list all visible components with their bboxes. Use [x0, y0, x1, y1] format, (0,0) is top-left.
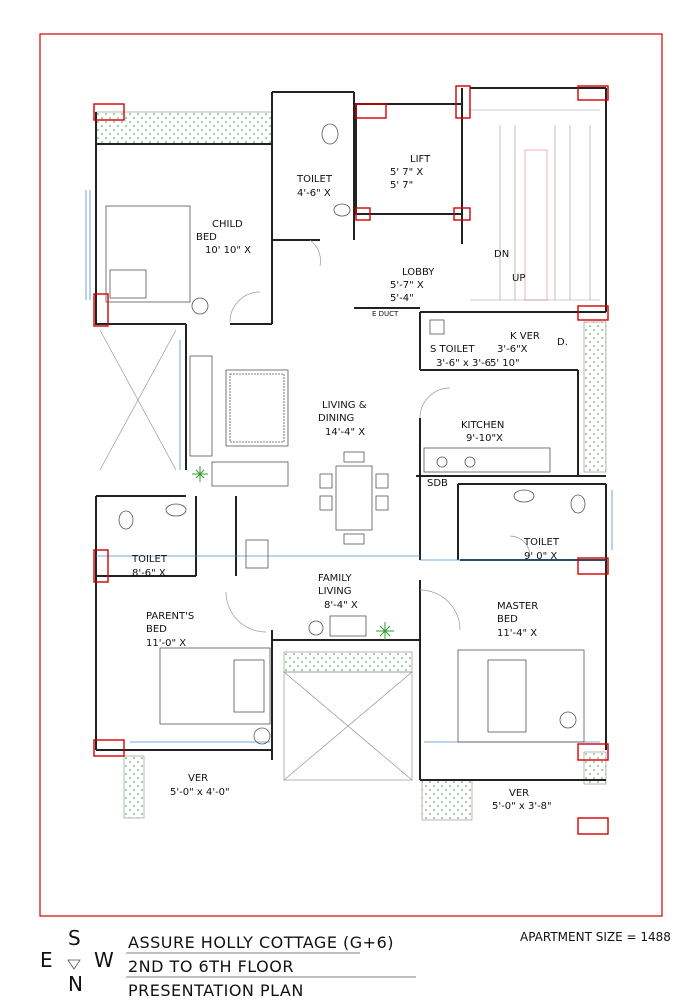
- toilet-top-name: TOILET: [297, 174, 332, 185]
- ver-right-name: VER: [509, 788, 530, 799]
- kitchen-name: KITCHEN: [461, 420, 505, 431]
- toilet-left-name: TOILET: [132, 554, 167, 565]
- plants: [192, 466, 394, 640]
- compass-n: N: [68, 972, 83, 996]
- toilet-right-name: TOILET: [524, 537, 559, 548]
- k-ver-name: K VER: [510, 331, 540, 342]
- ver-left-name: VER: [188, 773, 209, 784]
- lobby-size1: 5'-7" X: [390, 280, 424, 291]
- staircase: [470, 110, 600, 300]
- child-bed-furniture: [106, 206, 190, 302]
- lobby-size2: 5'-4": [390, 293, 414, 304]
- lobby-name: LOBBY: [402, 267, 435, 278]
- e-duct-label: E DUCT: [372, 310, 399, 318]
- master-bed-size: 11'-4" X: [497, 628, 538, 639]
- project-title: ASSURE HOLLY COTTAGE (G+6): [128, 933, 394, 952]
- parent-bed-name: PARENT'S: [146, 611, 195, 622]
- sdb-label: SDB: [427, 478, 448, 489]
- living-name: LIVING &: [322, 400, 367, 411]
- family-name2: LIVING: [318, 586, 352, 597]
- kitchen-size: 9'-10"X: [466, 433, 503, 444]
- compass-s: S: [68, 926, 81, 950]
- plan-title: PRESENTATION PLAN: [128, 981, 304, 1000]
- toilet-left-size: 8'-6" X: [132, 568, 166, 579]
- child-bed-name2: BED: [196, 232, 217, 243]
- family-name: FAMILY: [318, 573, 352, 584]
- living-name2: DINING: [318, 413, 355, 424]
- compass-w: W: [94, 948, 114, 972]
- master-bed-furniture: [458, 650, 584, 742]
- k-ver-size1: 3'-6"X: [497, 344, 528, 355]
- parent-bed-size: 11'-0" X: [146, 638, 187, 649]
- dining-table: [336, 466, 372, 530]
- apartment-size: APARTMENT SIZE = 1488: [520, 930, 671, 944]
- floor-title: 2ND TO 6TH FLOOR: [128, 957, 294, 976]
- ver-right-size: 5'-0" x 3'-8": [492, 801, 552, 812]
- stair-up: UP: [512, 273, 526, 284]
- compass-arrow: [68, 960, 80, 969]
- lift-name: LIFT: [410, 154, 431, 165]
- s-toilet-name: S TOILET: [430, 344, 475, 355]
- duct-label: D.: [557, 337, 568, 348]
- lift-size2: 5' 7": [390, 180, 414, 191]
- toilet-top-size: 4'-6" X: [297, 188, 331, 199]
- compass-e: E: [40, 948, 53, 972]
- parent-bed-name2: BED: [146, 624, 167, 635]
- master-bed-name: MASTER: [497, 601, 539, 612]
- family-size: 8'-4" X: [324, 600, 358, 611]
- ver-left-size: 5'-0" x 4'-0": [170, 787, 230, 798]
- stair-dn: DN: [494, 249, 510, 260]
- living-size: 14'-4" X: [325, 427, 366, 438]
- parent-bed-furniture: [160, 648, 270, 724]
- k-ver-size2: 5' 10": [490, 358, 520, 369]
- toilet-right-size: 9' 0" X: [524, 551, 558, 562]
- s-toilet-size: 3'-6" x 3'-6: [436, 358, 492, 369]
- lift-size1: 5' 7" X: [390, 167, 424, 178]
- master-bed-name2: BED: [497, 614, 518, 625]
- child-bed-name: CHILD: [212, 219, 243, 230]
- child-bed-size: 10' 10" X: [205, 245, 252, 256]
- columns: [94, 86, 608, 834]
